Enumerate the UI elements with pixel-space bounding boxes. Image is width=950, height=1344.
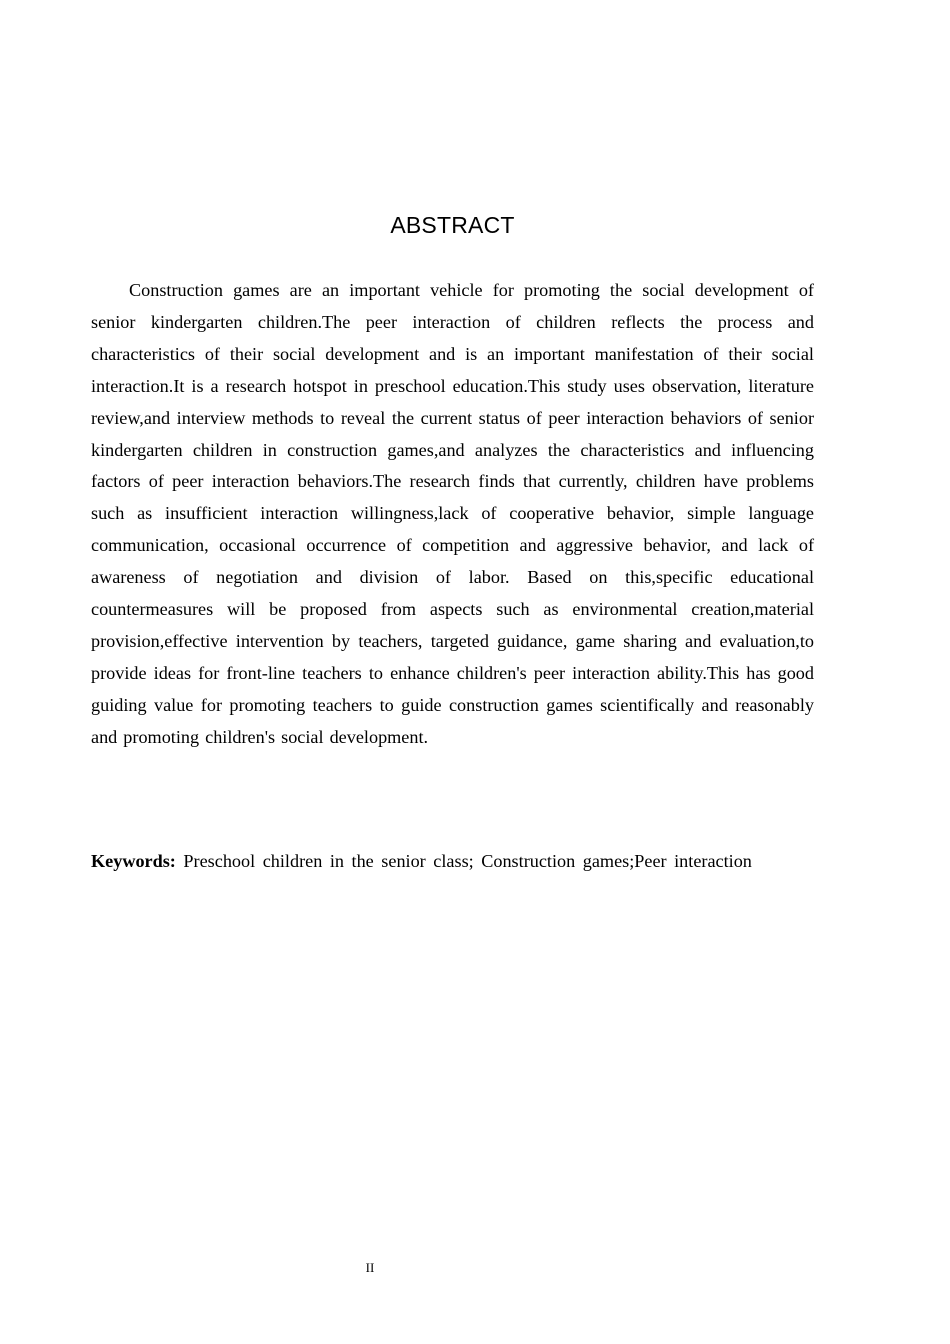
keywords-label: Keywords: [91, 851, 176, 871]
keywords-line [91, 847, 851, 875]
abstract-body: Construction games are an important vehicle for promoting the social development of senior kindergarten children.The peer interaction of children reflects the process and characteristics of their social development and is an important manifestation of their social interaction.It is a research hotspot in preschool education.This study uses observation, literature review,and interview methods to reveal the current status of peer interaction behaviors of senior kindergarten children in construction games,and analyzes the characteristics and influencing factors of peer interaction behaviors.The research finds that currently, children have problems such as insufficient interaction willingness,lack of cooperative behavior, simple language communication, occasional occurrence of competition and aggressive behavior, and lack of awareness of negotiation and division of labor. Based on this,specific educational countermeasures will be proposed from aspects such as environmental creation,material provision,effective intervention by teachers, targeted guidance, game sharing and evaluation,to provide ideas for front-line teachers to enhance children's peer interaction ability.This has good guiding value for promoting teachers to guide construction games scientifically and reasonably and promoting children's social development. [91, 280, 814, 747]
keywords-text: Preschool children in the senior class; Construction games;Peer interaction [183, 851, 752, 871]
page-number: II [365, 1260, 375, 1275]
abstract-title: ABSTRACT [390, 212, 515, 238]
